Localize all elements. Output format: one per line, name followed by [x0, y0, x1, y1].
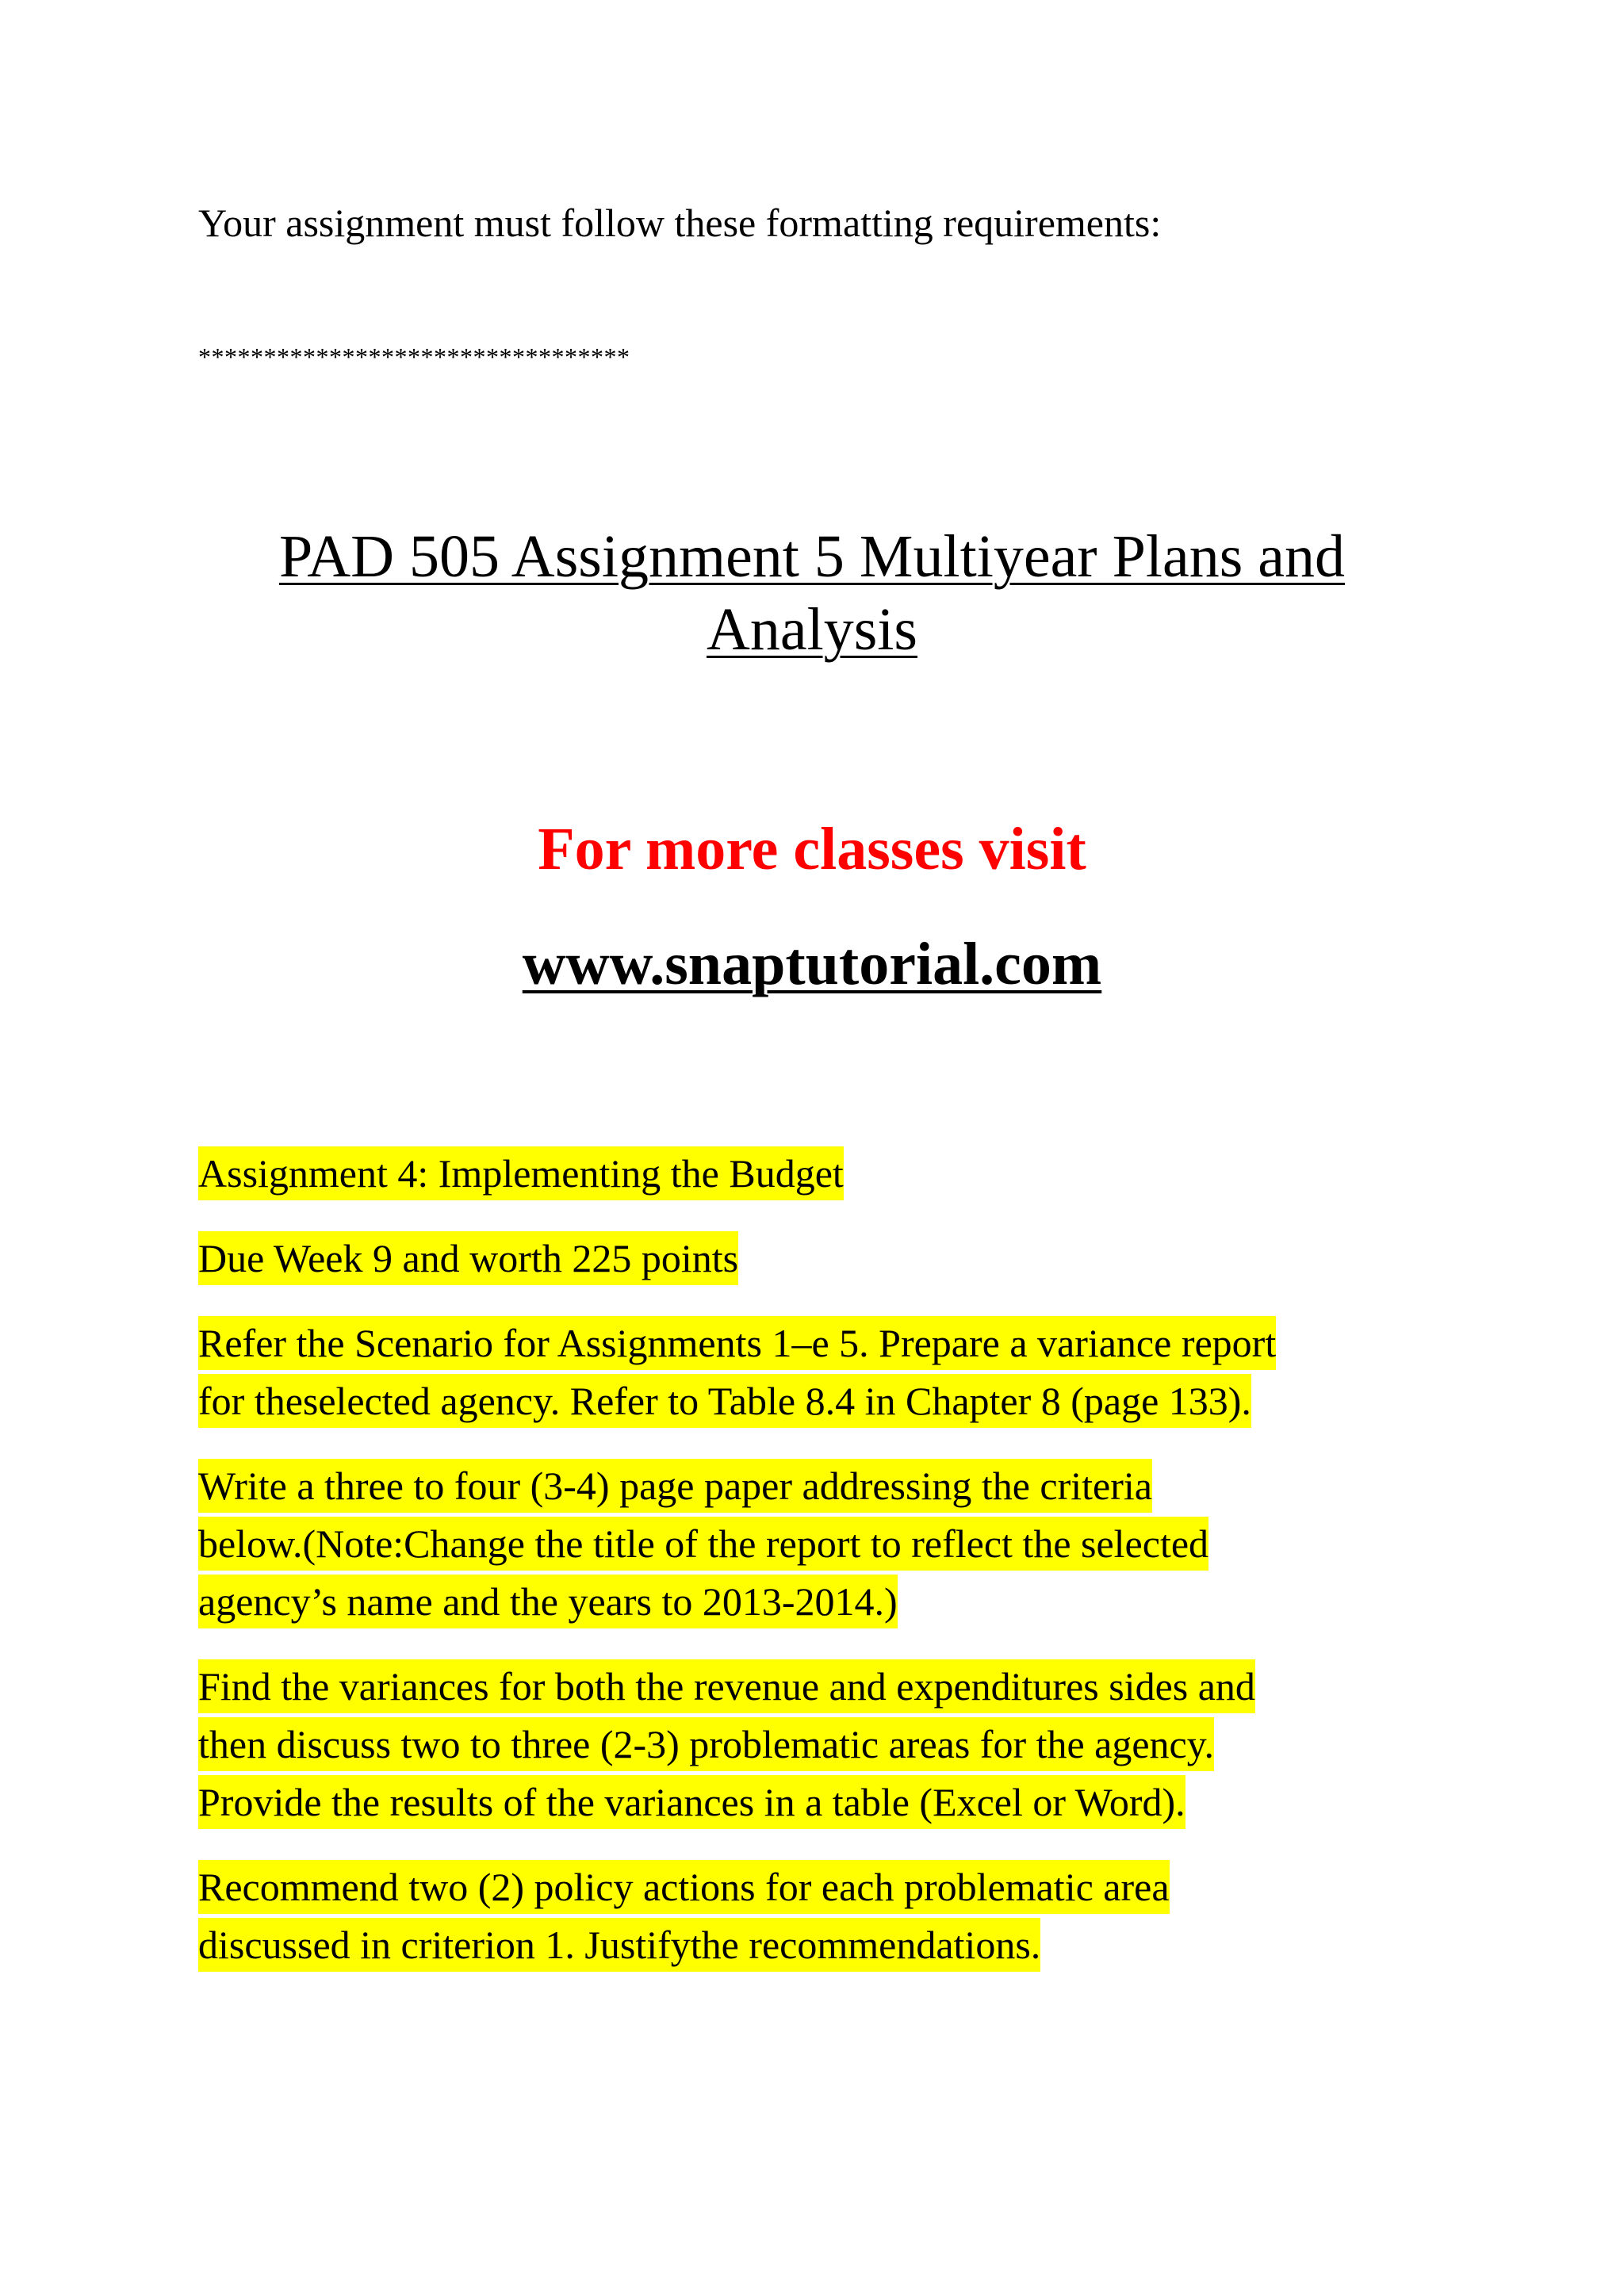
paragraph-line: discussed in criterion 1. Justifythe recommendations.	[198, 1918, 1040, 1972]
paragraph-line: Refer the Scenario for Assignments 1–e 5. Prepare a variance report	[198, 1316, 1276, 1370]
paragraph-line: Find the variances for both the revenue and expenditures sides and	[198, 1659, 1255, 1713]
paragraph-line: then discuss two to three (2-3) problematic areas for the agency.	[198, 1717, 1214, 1771]
assignment-body	[198, 1145, 1435, 2001]
paragraph-line: below.(Note:Change the title of the report to reflect the selected	[198, 1517, 1208, 1571]
paragraph-variances	[198, 1658, 1435, 1831]
formatting-intro: Your assignment must follow these formatting requirements:	[198, 201, 1162, 245]
title-line-2: Analysis	[707, 596, 917, 663]
paragraph-line: Provide the results of the variances in a table (Excel or Word).	[198, 1775, 1185, 1829]
asterisk-divider: *********************************	[198, 342, 630, 371]
paragraph-assignment-heading	[198, 1145, 1435, 1203]
promo-url-link[interactable]: www.snaptutorial.com	[522, 931, 1102, 997]
paragraph-paper-length	[198, 1457, 1435, 1631]
paragraph-scenario	[198, 1314, 1435, 1430]
promo-url[interactable]	[0, 928, 1624, 1001]
paragraph-line: Recommend two (2) policy actions for each problematic area	[198, 1860, 1170, 1914]
document-title	[0, 520, 1624, 666]
paragraph-line: for theselected agency. Refer to Table 8.4 in Chapter 8 (page 133).	[198, 1374, 1251, 1428]
paragraph-due-date	[198, 1230, 1435, 1288]
title-line-1: PAD 505 Assignment 5 Multiyear Plans and	[278, 523, 1346, 590]
paragraph-line: Assignment 4: Implementing the Budget	[198, 1146, 844, 1200]
paragraph-line: Write a three to four (3-4) page paper addressing the criteria	[198, 1459, 1152, 1513]
promo-text: For more classes visit	[538, 816, 1086, 882]
paragraph-recommendations	[198, 1858, 1435, 1974]
paragraph-line: agency’s name and the years to 2013-2014.)	[198, 1575, 898, 1628]
paragraph-line: Due Week 9 and worth 225 points	[198, 1231, 738, 1285]
